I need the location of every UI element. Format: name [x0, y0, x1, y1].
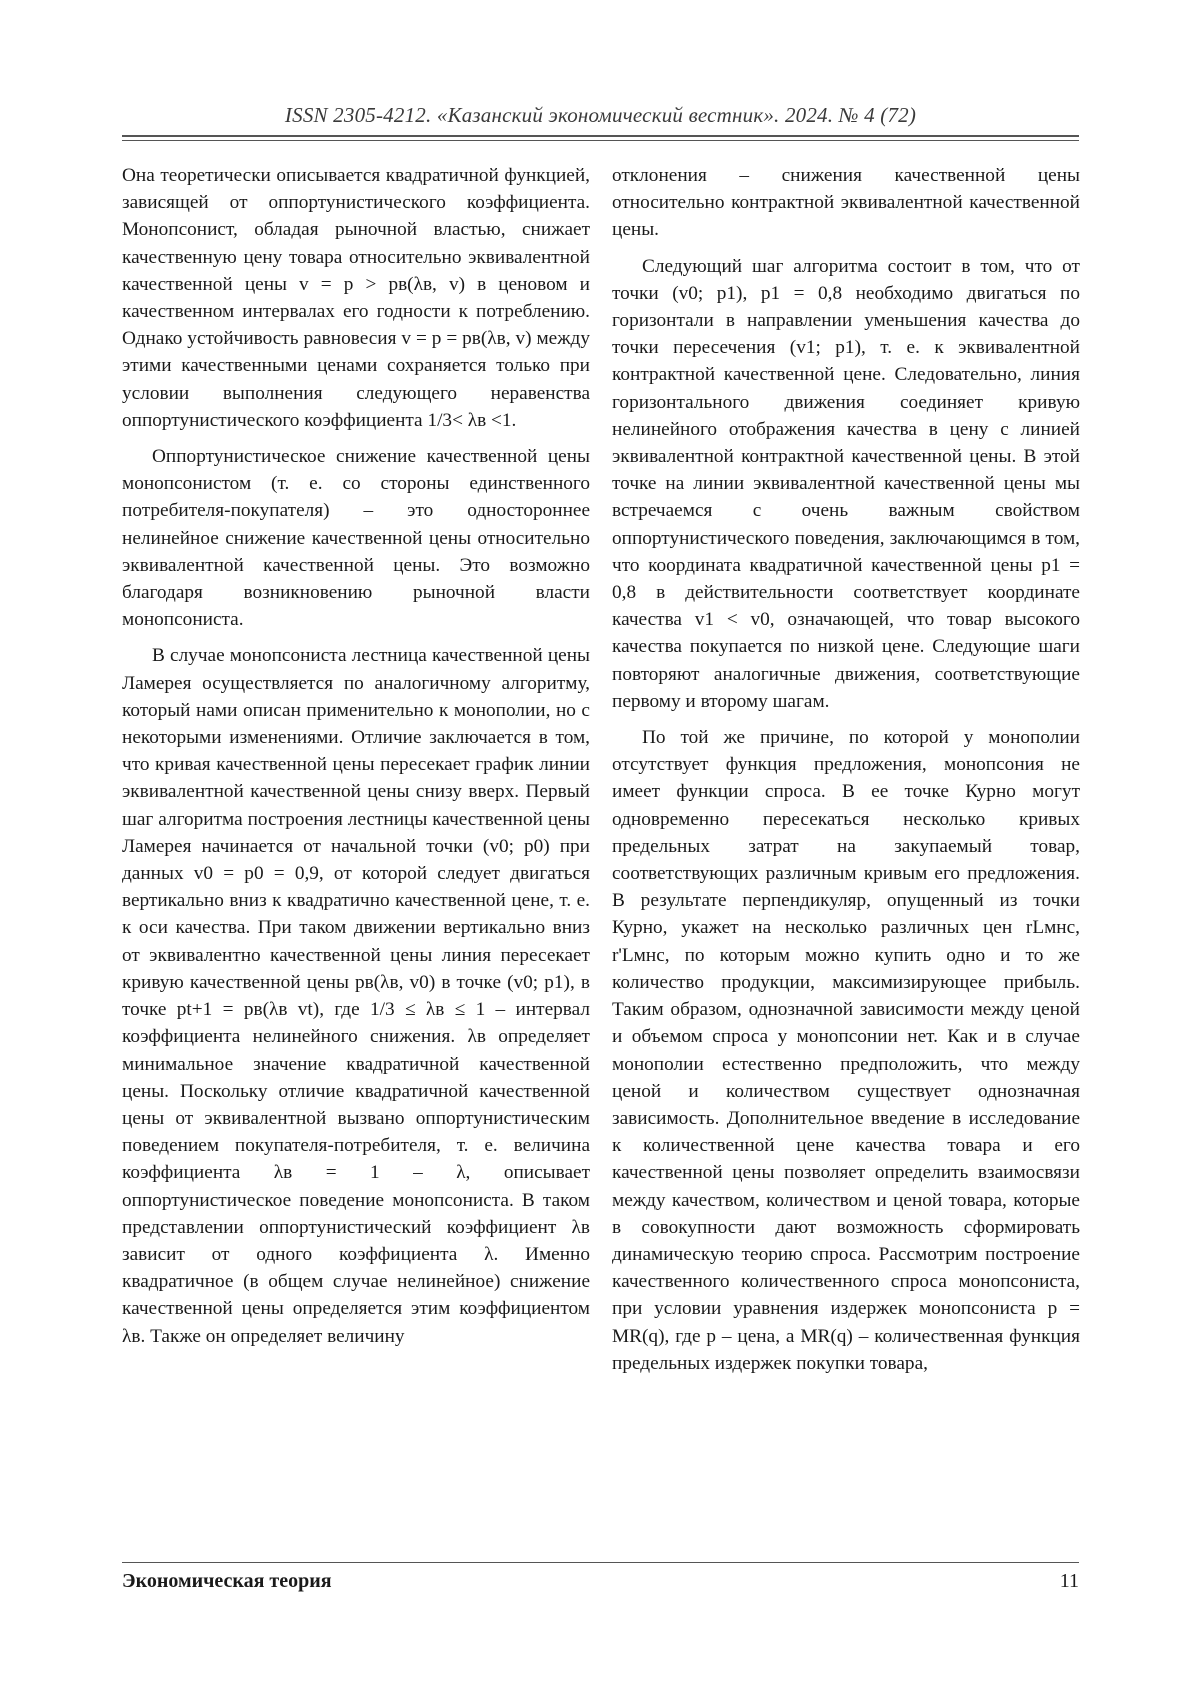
paragraph: Оппортунистическое снижение качественной цены монопсонистом (т. е. со стороны единственного потребителя-покупателя) – это одностороннее нелинейное снижение качественной цены относительно эквивалентной качественной цены. Это возможно благодаря возникновению рыночной власти монопсониста.	[122, 446, 590, 631]
paragraph: В случае монопсониста лестница качественной цены Ламерея осуществляется по аналогичному алгоритму, который нами описан применительно к монополии, но с некоторыми изменениями. Отличие заключается в том, что кривая качественной цены пересекает график линии эквивалентной качественной цены снизу вверх. Первый шаг алгоритма построения лестницы качественной цены Ламерея начинается от начальной точки (v0; p0) при данных v0 = p0 = 0,9, от которой следует двигаться вертикально вниз к квадратично качественной цене, т. е. к оси качества. При таком движении вертикально вниз от эквивалентно качественной цены линия пересекает кривую качественной цены pв(λв, v0) в точке (v0; p1), в точке pt+1 = pв(λв vt), где 1/3 ≤ λв ≤ 1 – интервал коэффициента нелинейного снижения. λв определяет минимальное значение квадратичной качественной цены. Поскольку отличие квадратичной качественной цены от эквивалентной вызвано оппортунистическим поведением покупателя-потребителя, т. е. величина коэффициента λв = 1 – λ, описывает оппортунистическое поведение монопсониста. В таком представлении оппортунистический коэффициент λв зависит от одного коэффициента λ. Именно квадратичное (в общем случае нелинейное) снижение качественной цены определяется этим коэффициентом λв. Также он определяет величину	[122, 645, 590, 1347]
footer-rule	[122, 1562, 1079, 1563]
paragraph: отклонения – снижения качественной цены относительно контрактной эквивалентной качественной цены.	[612, 165, 1080, 241]
right-column	[612, 162, 1080, 1386]
paragraph: Следующий шаг алгоритма состоит в том, что от точки (v0; p1), p1 = 0,8 необходимо двигаться по горизонтали в направлении уменьшения качества до точки пересечения (v1; p1), т. е. к эквивалентной контрактной качественной цене. Следовательно, линия горизонтального движения соединяет кривую нелинейного отображения качества в цену с линией эквивалентной контрактной качественной цены. В этой точке на линии эквивалентной качественной цены мы встречаемся с очень важным свойством оппортунистического поведения, заключающимся в том, что координата квадратичной качественной цены p1 = 0,8 в действительности соответствует координате качества v1 < v0, означающей, что товар высокого качества покупается по низкой цене. Следующие шаги повторяют аналогичные движения, соответствующие первому и второму шагам.	[612, 255, 1080, 712]
header-rule-thin	[122, 140, 1079, 141]
page-number: 11	[1059, 1570, 1079, 1592]
paragraph: Она теоретически описывается квадратичной функцией, зависящей от оппортунистического коэффициента. Монопсонист, обладая рыночной властью, снижает качественную цену товара относительно эквивалентной качественной цены v = p > pв(λв, v) в ценовом и качественном интервалах его годности к потреблению. Однако устойчивость равновесия v = p = pв(λв, v) между этими качественными ценами сохраняется только при условии выполнения следующего неравенства оппортунистического коэффициента 1/3< λв <1.	[122, 165, 590, 431]
left-column	[122, 162, 590, 1359]
running-header: ISSN 2305-4212. «Казанский экономический вестник». 2024. № 4 (72)	[284, 103, 917, 127]
header-rule-thick	[122, 135, 1079, 137]
footer-section-title: Экономическая теория	[122, 1570, 332, 1592]
paragraph: По той же причине, по которой у монополии отсутствует функция предложения, монопсония не имеет функции спроса. В ее точке Курно могут одновременно пересекаться несколько кривых предельных затрат на закупаемый товар, соответствующих различным кривым его предложения. В результате перпендикуляр, опущенный из точки Курно, укажет на несколько различных цен rLмнс, r'Lмнс, по которым можно купить одно и то же количество продукции, максимизирующее прибыль. Таким образом, однозначной зависимости между ценой и объемом спроса у монопсонии нет. Как и в случае монополии естественно предположить, что между ценой и количеством существует однозначная зависимость. Дополнительное введение в исследование к количественной цене качества товара и его качественной цены позволяет определить взаимосвязи между качеством, количеством и ценой товара, которые в совокупности дают возможность сформировать динамическую теорию спроса. Рассмотрим построение качественного количественного спроса монопсониста, при условии уравнения издержек монопсониста p = MR(q), где p – цена, а MR(q) – количественная функция предельных издержек покупки товара,	[612, 727, 1080, 1374]
